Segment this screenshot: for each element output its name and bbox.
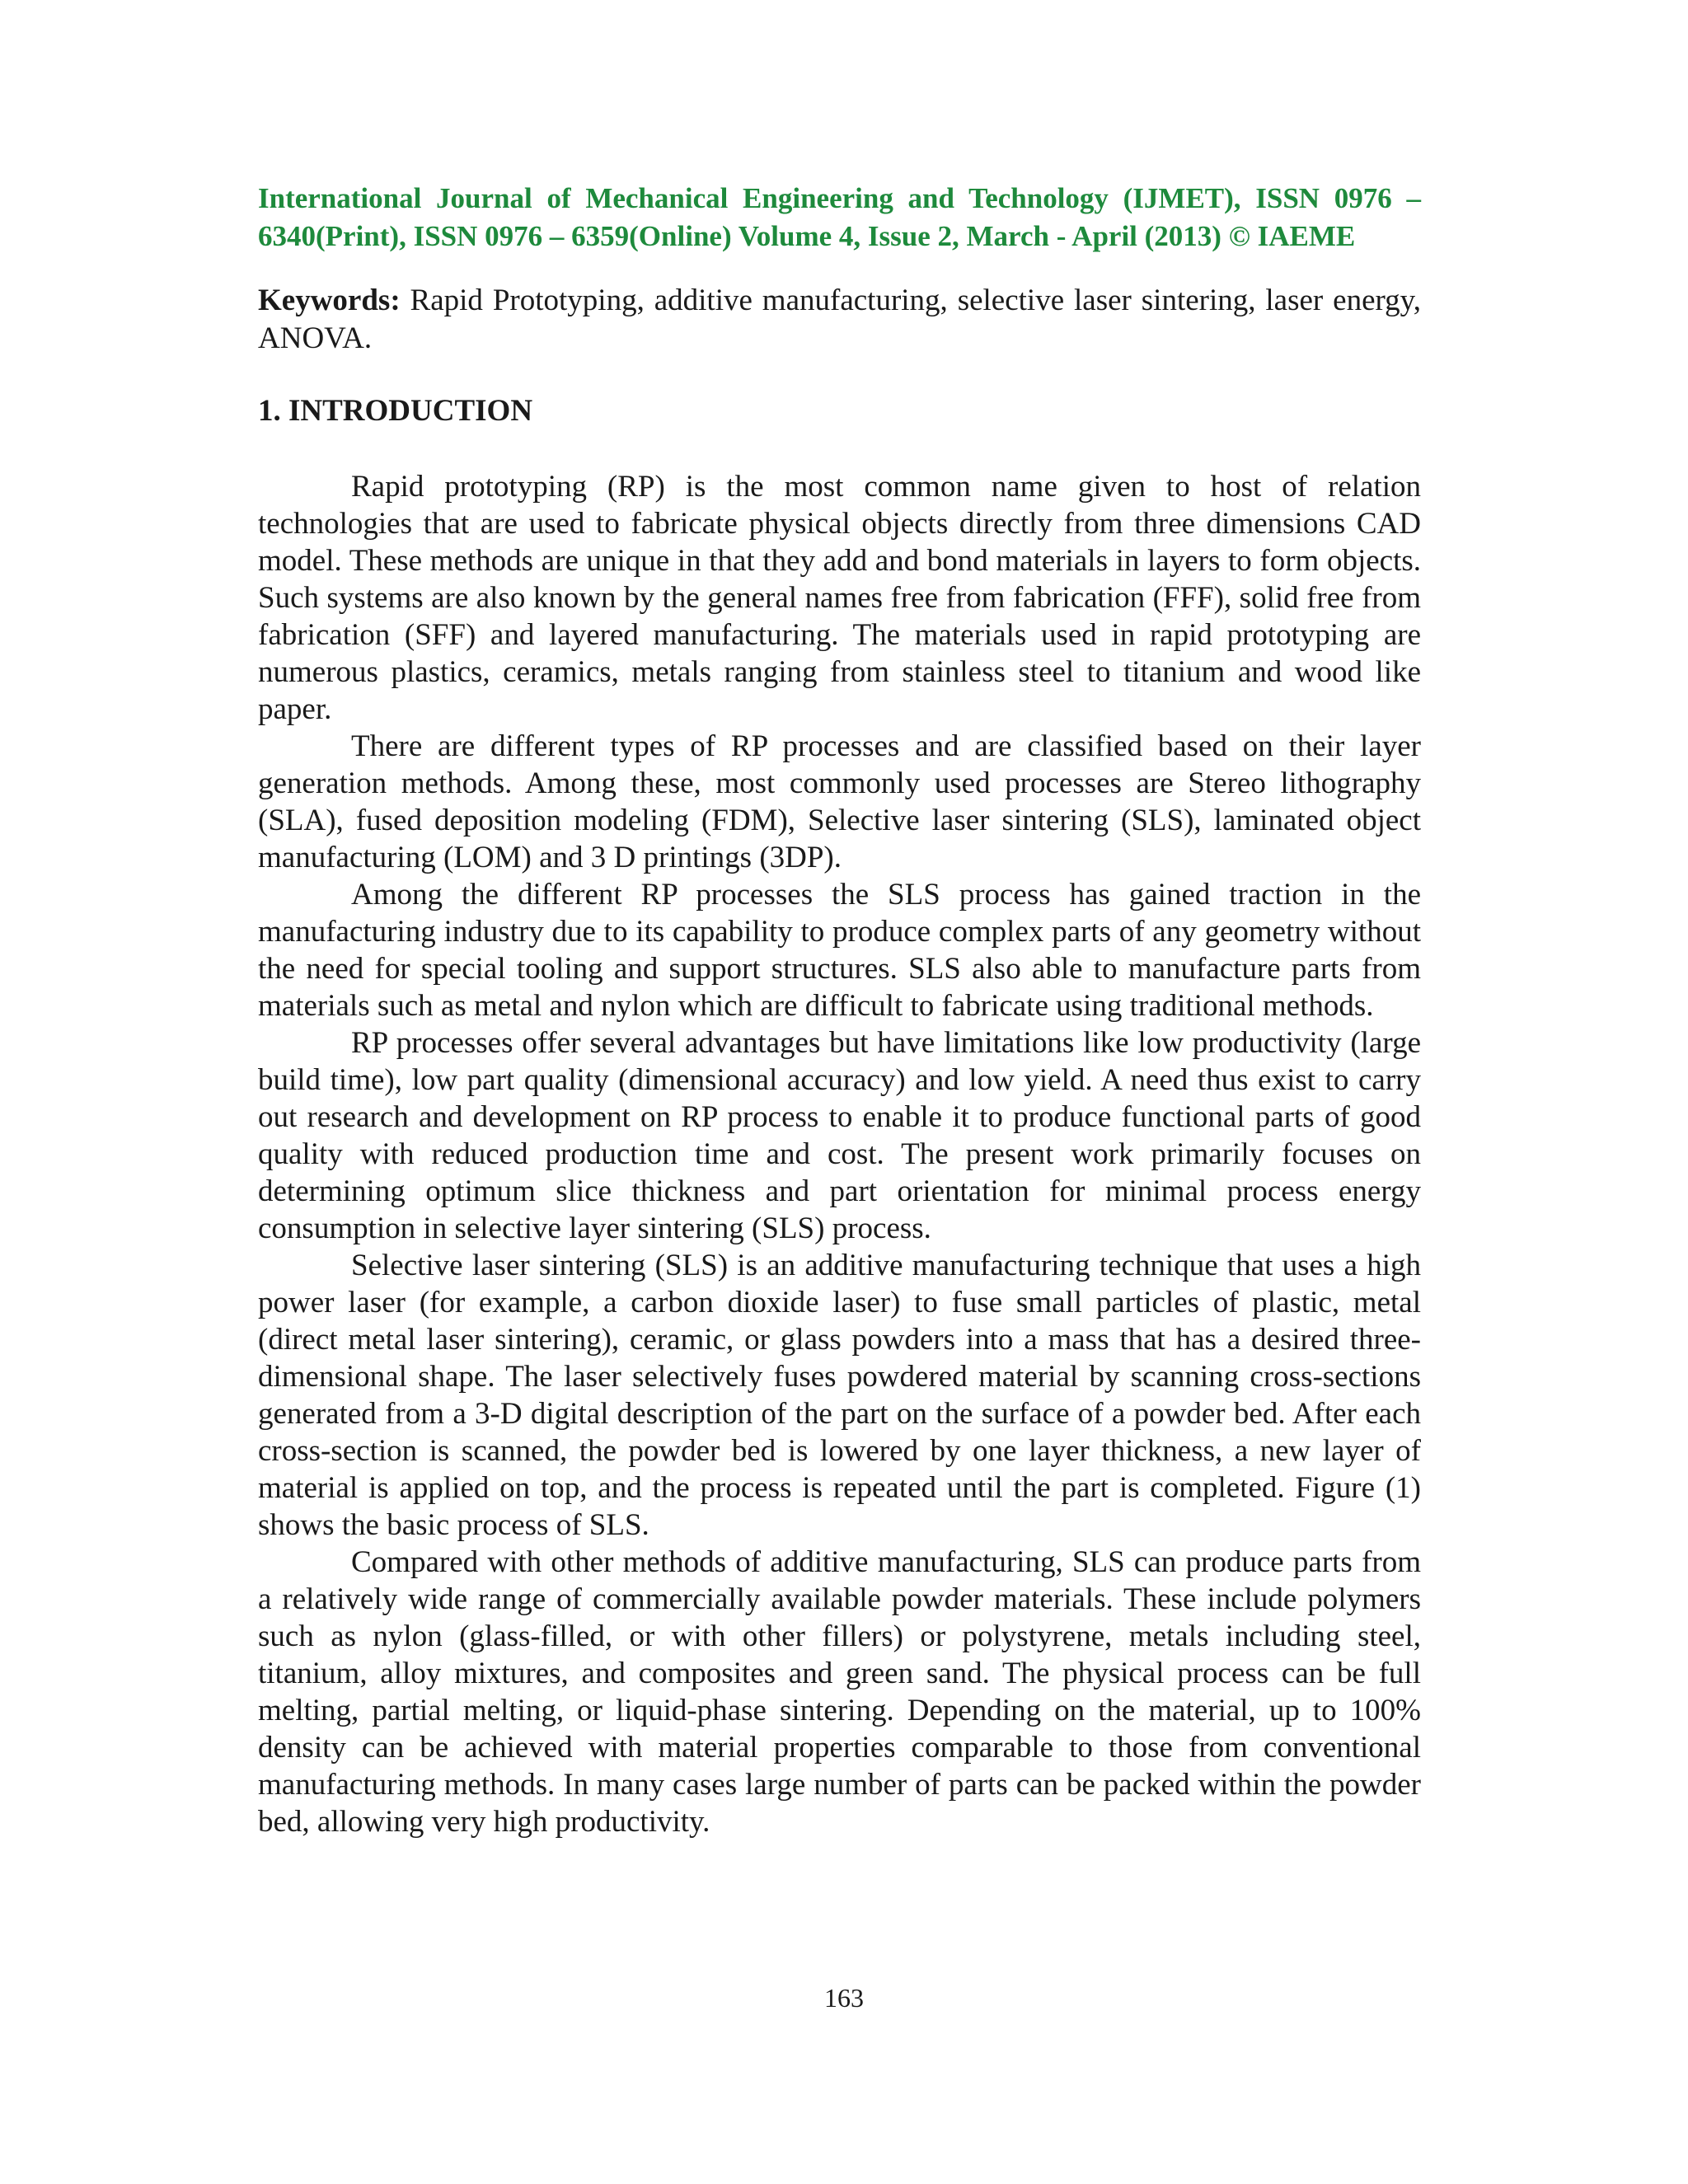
page-number: 163 <box>824 1983 864 2013</box>
paragraph-6: Compared with other methods of additive manufacturing, SLS can produce parts from a relatively wide range of commercially available powder materials. These include polymers such as nylon (glass-filled, or with other fillers) or polystyrene, metals including steel, titanium, alloy mixtures, and composites and green sand. The physical process can be full melting, partial melting, or liquid-phase sintering. Depending on the material, up to 100% density can be achieved with material properties comparable to those from conventional manufacturing methods. In many cases large number of parts can be packed within the powder bed, allowing very high productivity. <box>258 1545 1421 1839</box>
body-text <box>258 468 1421 1840</box>
journal-header: International Journal of Mechanical Engineering and Technology (IJMET), ISSN 0976 – 6340(Print), ISSN 0976 – 6359(Online) Volume 4, Issue 2, March - April (2013) © IAEME <box>258 182 1421 252</box>
keywords <box>258 282 1421 358</box>
paragraph-1: Rapid prototyping (RP) is the most common name given to host of relation technologies that are used to fabricate physical objects directly from three dimensions CAD model. These methods are unique in that they add and bond materials in layers to form objects. Such systems are also known by the general names free from fabrication (FFF), solid free from fabrication (SFF) and layered manufacturing. The materials used in rapid prototyping are numerous plastics, ceramics, metals ranging from stainless steel to titanium and wood like paper. <box>258 470 1421 726</box>
page-content <box>258 180 1421 1840</box>
section-heading: 1. INTRODUCTION <box>258 394 533 428</box>
paragraph-2: There are different types of RP processes and are classified based on their layer generation methods. Among these, most commonly used processes are Stereo lithography (SLA), fused deposition modeling (FDM), Selective laser sintering (SLS), laminated object manufacturing (LOM) and 3 D printings (3DP). <box>258 729 1421 874</box>
paragraph-4: RP processes offer several advantages but have limitations like low productivity (large build time), low part quality (dimensional accuracy) and low yield. A need thus exist to carry out research and development on RP process to enable it to produce functional parts of good quality with reduced production time and cost. The present work primarily focuses on determining optimum slice thickness and part orientation for minimal process energy consumption in selective layer sintering (SLS) process. <box>258 1026 1421 1245</box>
keywords-label: Keywords: <box>258 284 401 317</box>
paragraph-5: Selective laser sintering (SLS) is an additive manufacturing technique that uses a high power laser (for example, a carbon dioxide laser) to fuse small particles of plastic, metal (direct metal laser sintering), ceramic, or glass powders into a mass that has a desired three-dimensional shape. The laser selectively fuses powdered material by scanning cross-sections generated from a 3-D digital description of the part on the surface of a powder bed. After each cross-section is scanned, the powder bed is lowered by one layer thickness, a new layer of material is applied on top, and the process is repeated until the part is completed. Figure (1) shows the basic process of SLS. <box>258 1249 1421 1542</box>
keywords-text: Rapid Prototyping, additive manufacturing, selective laser sintering, laser energy, ANOVA. <box>258 284 1421 355</box>
paragraph-3: Among the different RP processes the SLS process has gained traction in the manufacturing industry due to its capability to produce complex parts of any geometry without the need for special tooling and support structures. SLS also able to manufacture parts from materials such as metal and nylon which are difficult to fabricate using traditional methods. <box>258 878 1421 1023</box>
